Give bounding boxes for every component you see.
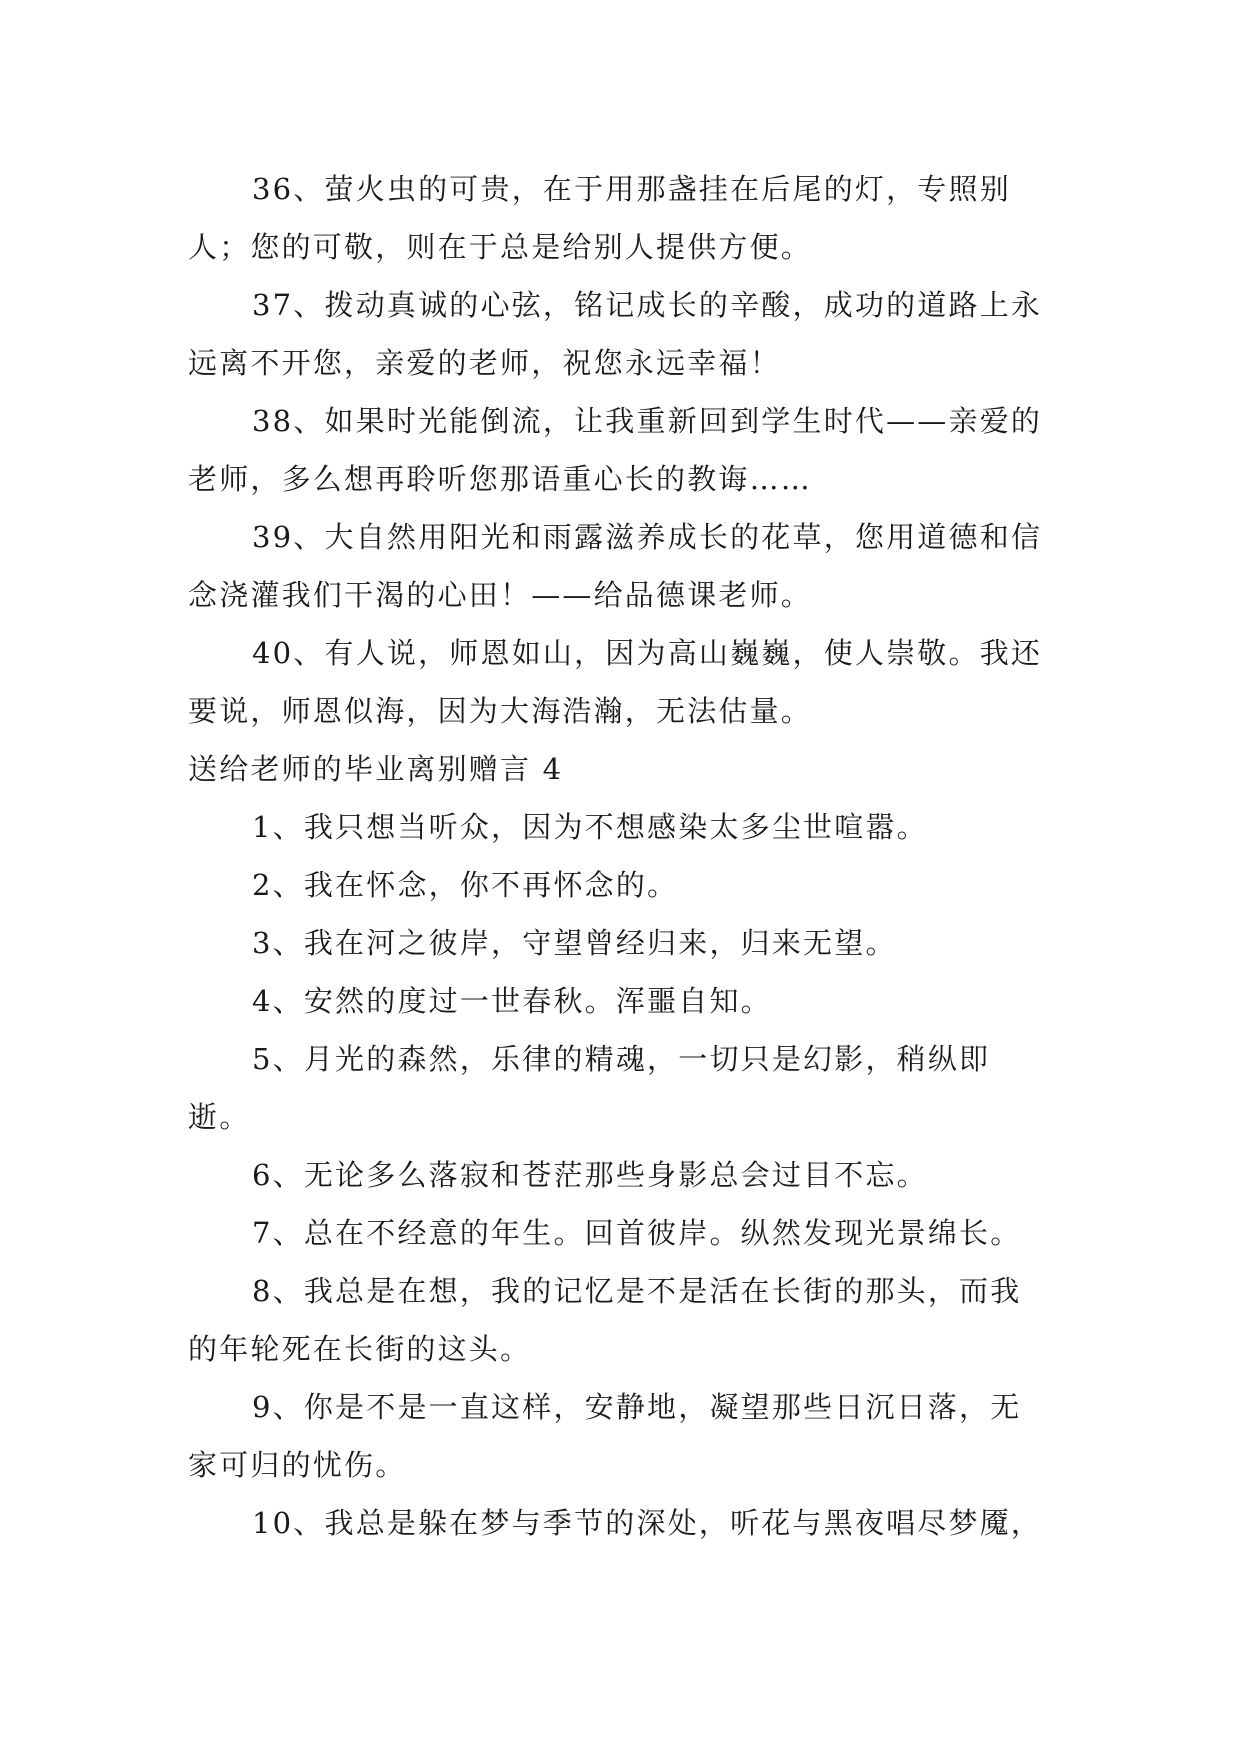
paragraph-8: 8、我总是在想，我的记忆是不是活在长街的那头，而我的年轮死在长街的这头。 xyxy=(188,1274,1022,1366)
paragraph-4: 4、安然的度过一世春秋。浑噩自知。 xyxy=(252,984,772,1018)
document-body xyxy=(188,160,1050,1552)
paragraph-9: 9、你是不是一直这样，安静地，凝望那些日沉日落，无家可归的忧伤。 xyxy=(188,1390,1022,1482)
paragraph-39: 39、大自然用阳光和雨露滋养成长的花草，您用道德和信念浇灌我们干渴的心田！——给品德课老师。 xyxy=(188,520,1043,612)
paragraph-37: 37、拨动真诚的心弦，铭记成长的辛酸，成功的道路上永远离不开您，亲爱的老师，祝您永远幸福！ xyxy=(188,288,1043,380)
paragraph-5: 5、月光的森然，乐律的精魂，一切只是幻影，稍纵即逝。 xyxy=(188,1042,991,1134)
paragraph-3: 3、我在河之彼岸，守望曾经归来，归来无望。 xyxy=(252,926,897,960)
paragraph-38: 38、如果时光能倒流，让我重新回到学生时代——亲爱的老师，多么想再聆听您那语重心长的教诲…… xyxy=(188,404,1043,496)
paragraph-10: 10、我总是躲在梦与季节的深处，听花与黑夜唱尽梦魇， xyxy=(252,1506,1043,1540)
paragraph-6: 6、无论多么落寂和苍茫那些身影总会过目不忘。 xyxy=(252,1158,928,1192)
paragraph-1: 1、我只想当听众，因为不想感染太多尘世喧嚣。 xyxy=(252,810,928,844)
paragraph-2: 2、我在怀念，你不再怀念的。 xyxy=(252,868,679,902)
paragraph-40: 40、有人说，师恩如山，因为高山巍巍，使人崇敬。我还要说，师恩似海，因为大海浩瀚，无法估量。 xyxy=(188,636,1043,728)
paragraph-7: 7、总在不经意的年生。回首彼岸。纵然发现光景绵长。 xyxy=(252,1216,1022,1250)
section-heading: 送给老师的毕业离别赠言 4 xyxy=(188,752,564,786)
paragraph-36: 36、萤火虫的可贵，在于用那盏挂在后尾的灯，专照别人；您的可敬，则在于总是给别人提供方便。 xyxy=(188,172,1011,264)
